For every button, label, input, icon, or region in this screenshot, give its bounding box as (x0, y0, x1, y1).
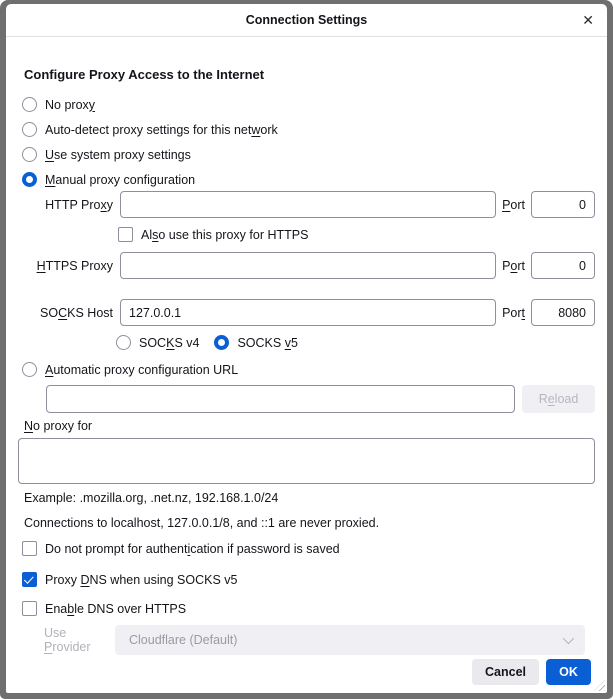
automatic-url-row (18, 385, 595, 413)
checkbox-enable-doh-label: Enable DNS over HTTPS (45, 601, 187, 616)
checkbox-enable-doh[interactable] (22, 600, 595, 617)
provider-dropdown[interactable] (115, 625, 585, 655)
use-provider-label: Use Provider (44, 626, 91, 654)
radio-icon (22, 147, 37, 162)
http-proxy-input[interactable] (120, 191, 496, 218)
https-proxy-input[interactable] (120, 252, 496, 279)
radio-no-proxy-label: No proxy (45, 97, 96, 112)
checkbox-icon (118, 227, 133, 242)
reload-button[interactable]: Reload (522, 385, 595, 413)
example-note: Example: .mozilla.org, .net.nz, 192.168.1.0/24 (24, 491, 279, 505)
https-proxy-row (18, 252, 595, 279)
cancel-button[interactable]: Cancel (472, 659, 539, 685)
checkbox-proxy-dns[interactable] (22, 571, 595, 588)
radio-auto-detect-label: Auto-detect proxy settings for this network (45, 122, 278, 137)
automatic-url-input[interactable] (46, 385, 515, 413)
radio-automatic-url[interactable] (22, 361, 595, 378)
checkbox-proxy-dns-label: Proxy DNS when using SOCKS v5 (45, 572, 238, 587)
radio-selected-icon (214, 335, 229, 350)
no-proxy-for-label: No proxy for (24, 419, 93, 433)
radio-socks-v4-label: SOCKS v4 (139, 335, 200, 350)
https-port-input[interactable] (531, 252, 595, 279)
checkbox-icon (22, 601, 37, 616)
socks-host-label: SOCKS Host (40, 305, 113, 320)
https-proxy-label: HTTPS Proxy (36, 258, 113, 273)
socks-host-input[interactable] (120, 299, 496, 326)
localhost-note: Connections to localhost, 127.0.0.1/8, and ::1 are never proxied. (24, 516, 380, 530)
checkbox-also-https[interactable] (118, 226, 595, 243)
http-port-label: Port (502, 197, 525, 212)
http-proxy-row (18, 191, 595, 218)
radio-icon (22, 122, 37, 137)
radio-system-proxy-label: Use system proxy settings (45, 147, 191, 162)
checkbox-no-prompt-auth-label: Do not prompt for authentication if password is saved (45, 541, 340, 556)
close-icon[interactable]: ✕ (582, 12, 594, 28)
dialog (6, 4, 607, 693)
dialog-content (6, 37, 607, 693)
checkbox-also-https-label: Also use this proxy for HTTPS (141, 227, 309, 242)
radio-system-proxy[interactable] (22, 146, 595, 163)
checkbox-icon (22, 541, 37, 556)
ok-button[interactable]: OK (546, 659, 591, 685)
provider-row (18, 625, 595, 655)
titlebar (6, 4, 607, 37)
radio-selected-icon (22, 172, 37, 187)
radio-manual-proxy[interactable] (22, 171, 595, 188)
socks-port-input[interactable] (531, 299, 595, 326)
provider-dropdown-value: Cloudflare (Default) (129, 633, 238, 647)
radio-icon (116, 335, 131, 350)
dialog-title: Connection Settings (245, 13, 368, 27)
radio-socks-v5-label: SOCKS v5 (237, 335, 298, 350)
checkbox-no-prompt-auth[interactable] (22, 540, 595, 557)
radio-automatic-url-label: Automatic proxy configuration URL (45, 362, 239, 377)
socks-version-radio-group (116, 334, 595, 351)
check-icon (24, 574, 34, 584)
http-port-input[interactable] (531, 191, 595, 218)
https-port-label: Port (502, 258, 525, 273)
no-proxy-for-textarea[interactable] (18, 438, 595, 484)
radio-icon (22, 97, 37, 112)
dialog-footer (18, 659, 595, 685)
socks-host-row (18, 299, 595, 326)
radio-icon (22, 362, 37, 377)
socks-port-label: Port (502, 305, 525, 320)
proxy-mode-radio-group (18, 96, 595, 188)
radio-auto-detect[interactable] (22, 121, 595, 138)
chevron-down-icon (563, 633, 574, 644)
radio-manual-proxy-label: Manual proxy configuration (45, 172, 196, 187)
page-title: Configure Proxy Access to the Internet (24, 67, 265, 82)
radio-socks-v4[interactable] (116, 334, 199, 351)
radio-no-proxy[interactable] (22, 96, 595, 113)
radio-socks-v5[interactable] (214, 334, 297, 351)
checkbox-checked-icon (22, 572, 37, 587)
http-proxy-label: HTTP Proxy (45, 197, 113, 212)
